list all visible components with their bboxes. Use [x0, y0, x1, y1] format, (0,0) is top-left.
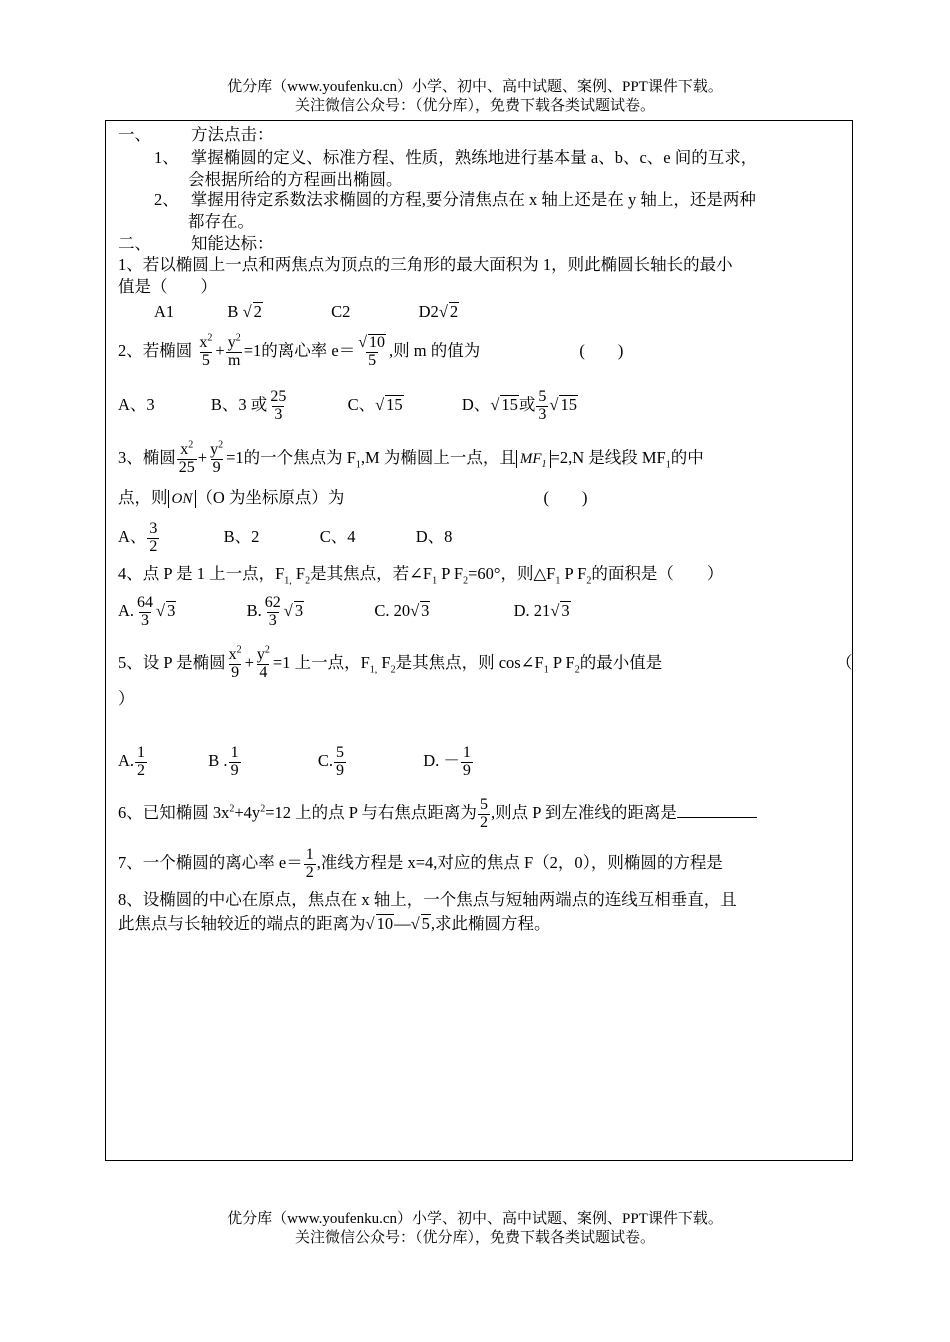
method-item-1: 1、 掌握椭圆的定义、标准方程、性质，熟练地进行基本量 a、b、c、e 间的互求，	[154, 148, 758, 167]
question-2-options	[118, 379, 578, 431]
q2-fraction-y: $\frac{y^2}{m}$	[227, 332, 241, 369]
section2-title: 知能达标：	[191, 234, 274, 253]
question-2: 2、若椭圆 $\frac{x^2}{5}$ + $\frac{y^2}{m}$ =1的离心率 e＝ $\frac{√ 10}{5}$ ,则 m 的值为 ( )	[118, 332, 624, 370]
question-3: 3、椭圆 $\frac{x^2}{25}$ + $\frac{y^2}{9}$ =1的一个焦点为 $F_1,M$ 为椭圆上一点，且 $MF_1 =2,N$ 是线段 $MF_1$的中	[118, 439, 704, 476]
question-4: 4、点 P 是 1 上一点，$F_{1,}$ $F_2$是其焦点，若$\angle F_1$ P $F_2=60^\circ$，则$\triangle F_1$ P $F_2$的面积是（ ）	[118, 564, 724, 587]
section1-title: 方法点击：	[191, 125, 274, 144]
method-item-1-cont: 会根据所给的方程画出椭圆。	[188, 170, 403, 189]
header-line-1: 优分库（www.youfenku.cn）小学、初中、高中试题、案例、PPT课件下载。	[227, 79, 723, 95]
question-8-cont: 此焦点与长轴较近的端点的距离为√ 10—√ 5,求此椭圆方程。	[118, 914, 551, 933]
page-header	[0, 78, 950, 116]
footer-line-1: 优分库（www.youfenku.cn）小学、初中、高中试题、案例、PPT课件下载。	[227, 1211, 723, 1227]
q2-option-d: D、√ 15或 $\frac{5}{3}$ √ 15	[461, 387, 577, 423]
q3-answer-paren: ( )	[543, 488, 588, 507]
q5-option-c: C. $\frac{5}{9}$	[317, 743, 344, 779]
question-1-cont: 值是（ ）	[118, 277, 217, 296]
q5-fraction-y: $\frac{y^2}{4}$	[256, 644, 270, 681]
question-6: 6、已知椭圆 $3x^2+4y^2=12$ 上的点 P 与右焦点距离为 $\frac{5}{2}$ ,则点 P 到左准线的距离是	[118, 789, 757, 837]
footer-line-2: 关注微信公众号：（优分库），免费下载各类试题试卷。	[294, 1230, 655, 1246]
q4-option-d: D. 21√ 3	[513, 601, 570, 620]
q5-option-a: A. $\frac{1}{2}$	[118, 743, 146, 779]
q3-option-c: C、4	[319, 527, 356, 546]
q2-answer-paren: ( )	[579, 341, 624, 360]
content-frame	[105, 120, 853, 1161]
header-line-2: 关注微信公众号：（优分库），免费下载各类试题试卷。	[294, 98, 655, 114]
section1-heading: 一、 方法点击：	[118, 125, 274, 144]
q1-option-a: A1	[154, 302, 175, 321]
q2-fraction-e: $\frac{√ 10}{5}$	[358, 334, 385, 370]
q2-option-c: C、√ 15	[347, 395, 403, 414]
q2-option-a: A、3	[118, 395, 155, 414]
q5-fraction-x: $\frac{x^2}{9}$	[228, 644, 242, 681]
page-footer	[0, 1210, 950, 1248]
q1-option-c: C2	[331, 302, 351, 321]
question-3-options	[118, 513, 452, 561]
question-1-options	[154, 301, 459, 323]
q3-option-a: A、 $\frac{3}{2}$	[118, 519, 158, 555]
q5-option-b: B . $\frac{1}{9}$	[208, 743, 239, 779]
q4-option-a: A. $\frac{64}{3}$ √ 3	[118, 593, 176, 629]
q5-option-d: D. － $\frac{1}{9}$	[423, 743, 471, 779]
q5-paren-close: ）	[118, 689, 135, 708]
question-5: 5、设 P 是椭圆 $\frac{x^2}{9}$ + $\frac{y^2}{4}$ =1 上一点，$F_{1,}$ $F_2$是其焦点，则 $\cos\angle F_1$ P $F_2$的最小值是	[118, 644, 663, 681]
method-item-2-cont: 都存在。	[188, 212, 254, 231]
question-8: 8、设椭圆的中心在原点，焦点在 x 轴上，一个焦点与短轴两端点的连线互相垂直，且	[118, 890, 737, 909]
question-1: 1、若以椭圆上一点和两焦点为顶点的三角形的最大面积为 1，则此椭圆长轴长的最小	[118, 255, 733, 274]
question-5-options	[118, 735, 474, 787]
q5-paren-open: （	[836, 653, 853, 672]
q1-option-d: D2√ 2	[418, 302, 459, 321]
section2-heading: 二、 知能达标：	[118, 234, 274, 253]
q3-abs-mf: $MF_1$	[516, 450, 551, 468]
q3-fraction-y: $\frac{y^2}{9}$	[210, 439, 224, 476]
question-3-cont: 点，则 ON （O 为坐标原点）为 ( )	[118, 488, 588, 507]
q4-option-b: B. $\frac{62}{3}$ √ 3	[246, 593, 304, 629]
q3-option-d: D、8	[415, 527, 453, 546]
q3-fraction-x: $\frac{x^2}{25}$	[178, 439, 195, 476]
method-item-2: 2、 掌握用待定系数法求椭圆的方程,要分清焦点在 x 轴上还是在 y 轴上，还是两种	[154, 190, 756, 209]
question-7: 7、一个椭圆的离心率 e＝ $\frac{1}{2}$ ,准线方程是 x=4,对应的焦点 F（2，0），则椭圆的方程是	[118, 845, 723, 881]
q2-fraction-x: $\frac{x^2}{5}$	[199, 332, 213, 369]
q6-answer-blank[interactable]	[677, 802, 757, 818]
q4-option-c: C. 20√ 3	[374, 601, 430, 620]
q1-option-b: B √ 2	[227, 302, 262, 321]
q2-option-b: B、3 或 $\frac{25}{3}$	[210, 387, 287, 423]
q3-option-b: B、2	[223, 527, 260, 546]
question-4-options	[118, 587, 571, 635]
q3-abs-on: ON	[168, 490, 197, 508]
